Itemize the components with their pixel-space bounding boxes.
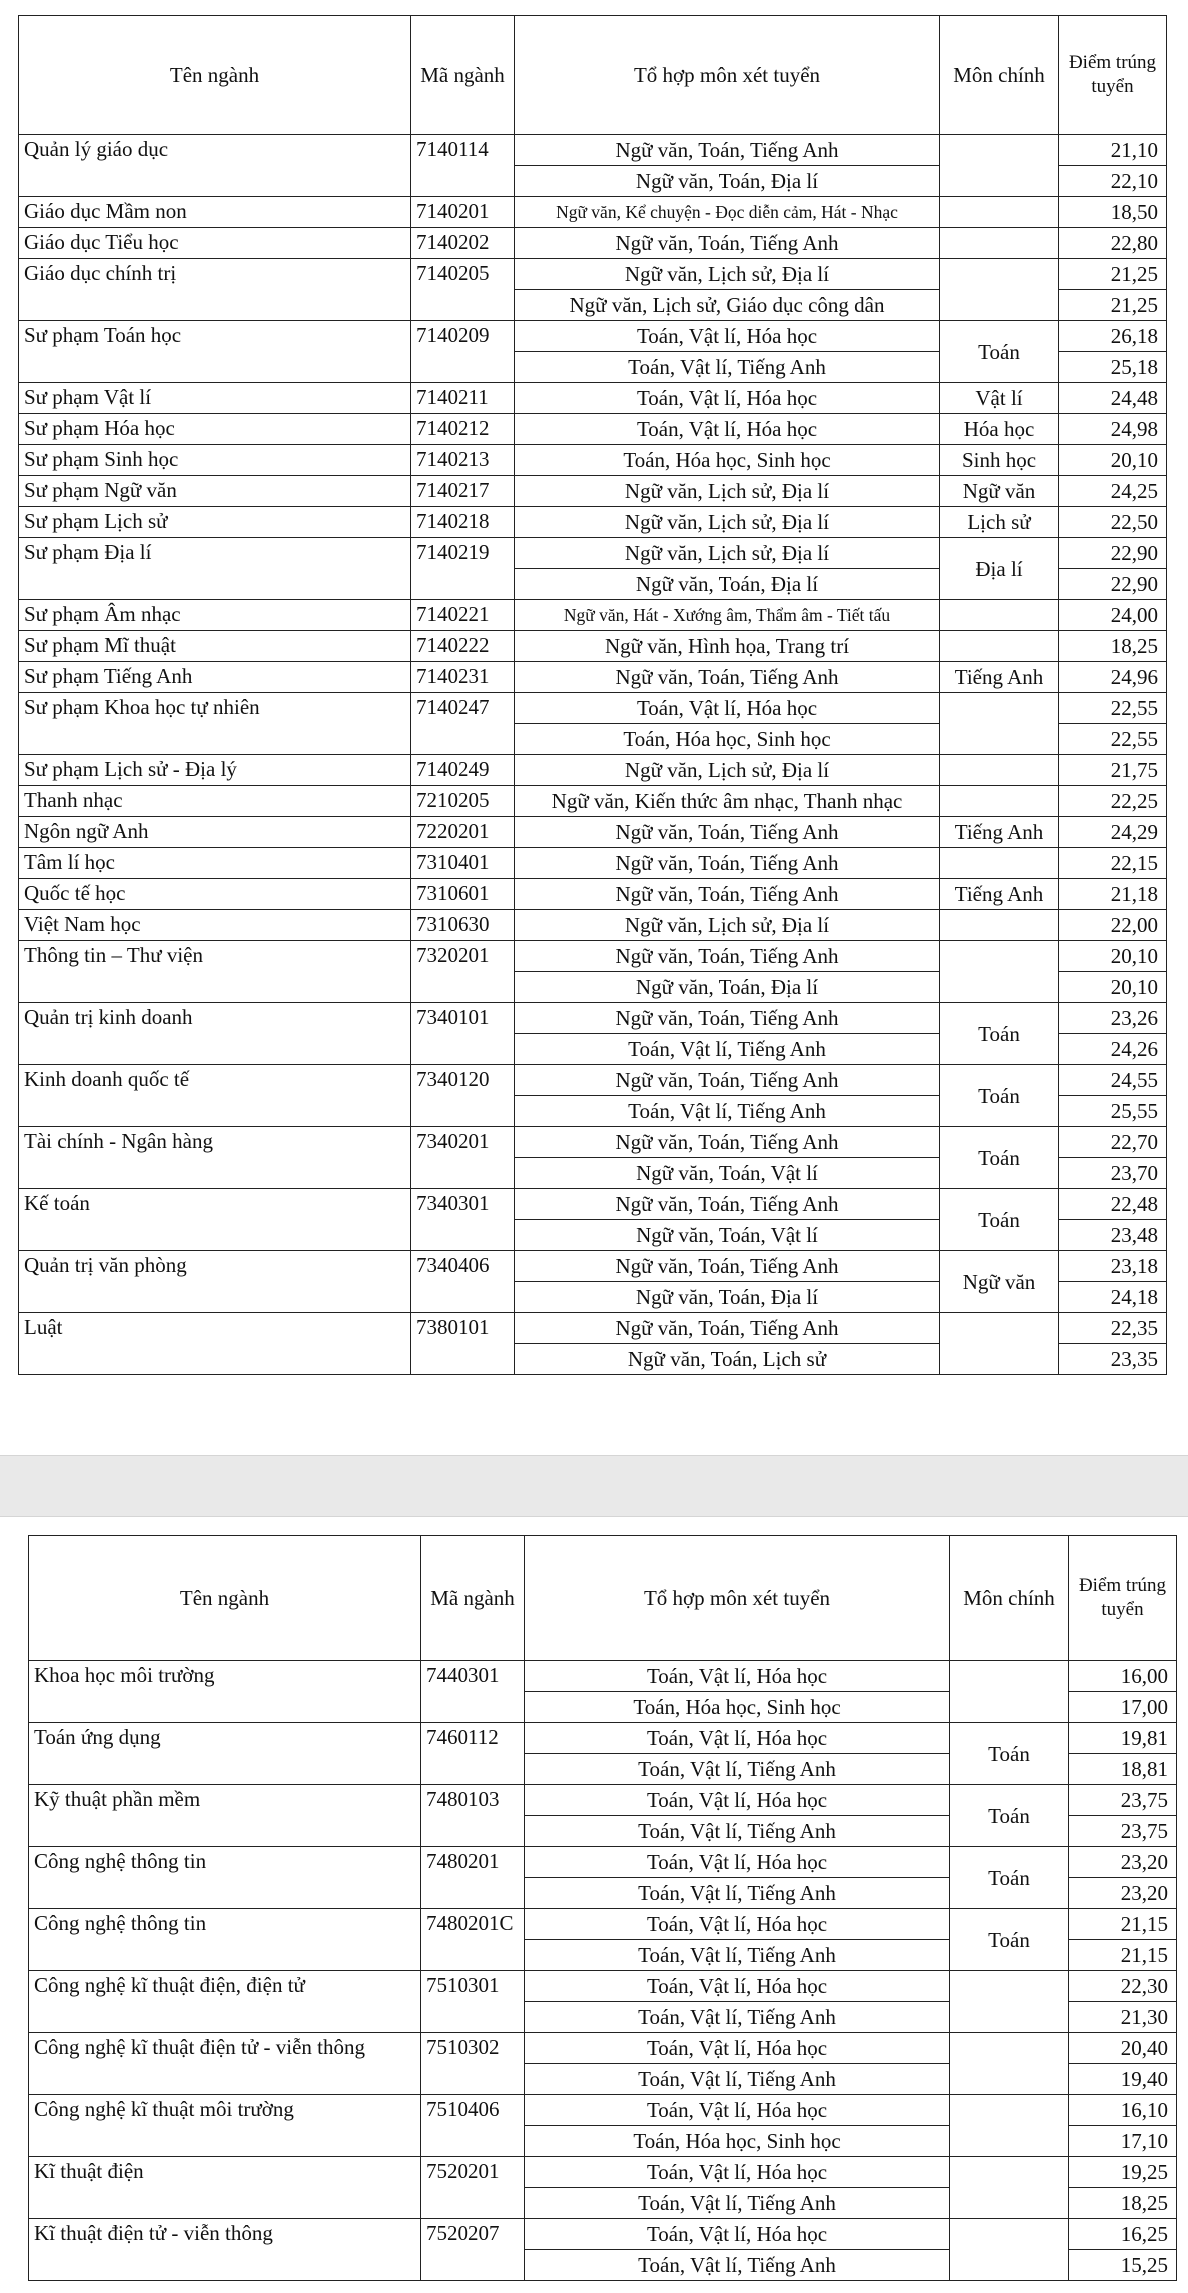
admission-score-cell: 20,10 bbox=[1059, 941, 1167, 972]
major-code-cell: 7140209 bbox=[411, 321, 515, 383]
subject-combination-cell: Toán, Vật lí, Tiếng Anh bbox=[525, 1878, 950, 1909]
major-name-cell: Kinh doanh quốc tế bbox=[19, 1065, 411, 1127]
subject-combination-cell: Toán, Vật lí, Tiếng Anh bbox=[525, 2002, 950, 2033]
subject-combination-cell: Toán, Vật lí, Hóa học bbox=[525, 1909, 950, 1940]
main-subject-cell bbox=[940, 197, 1059, 228]
admission-score-cell: 21,25 bbox=[1059, 290, 1167, 321]
major-code-cell: 7510301 bbox=[421, 1971, 525, 2033]
major-name-cell: Giáo dục Mầm non bbox=[19, 197, 411, 228]
main-subject-cell bbox=[950, 2157, 1069, 2219]
main-subject-cell: Ngữ văn bbox=[940, 1251, 1059, 1313]
admission-score-cell: 23,75 bbox=[1069, 1816, 1177, 1847]
major-name-cell: Công nghệ kĩ thuật điện, điện tử bbox=[29, 1971, 421, 2033]
major-name-cell: Sư phạm Khoa học tự nhiên bbox=[19, 693, 411, 755]
admission-score-cell: 20,40 bbox=[1069, 2033, 1177, 2064]
admission-score-cell: 24,96 bbox=[1059, 662, 1167, 693]
major-name-cell: Việt Nam học bbox=[19, 910, 411, 941]
main-subject-cell: Toán bbox=[950, 1909, 1069, 1971]
admission-score-cell: 22,55 bbox=[1059, 693, 1167, 724]
main-subject-cell bbox=[940, 1313, 1059, 1375]
admission-score-cell: 22,50 bbox=[1059, 507, 1167, 538]
table-row bbox=[29, 2219, 1177, 2250]
subject-combination-cell: Ngữ văn, Lịch sử, Giáo dục công dân bbox=[515, 290, 940, 321]
admission-score-cell: 21,15 bbox=[1069, 1940, 1177, 1971]
subject-combination-cell: Toán, Vật lí, Tiếng Anh bbox=[525, 2064, 950, 2095]
major-code-cell: 7140114 bbox=[411, 135, 515, 197]
table-row bbox=[19, 755, 1167, 786]
main-subject-cell: Toán bbox=[940, 1065, 1059, 1127]
table-row bbox=[19, 321, 1167, 352]
subject-combination-cell: Ngữ văn, Toán, Tiếng Anh bbox=[515, 817, 940, 848]
admission-score-cell: 22,80 bbox=[1059, 228, 1167, 259]
major-name-cell: Công nghệ kĩ thuật môi trường bbox=[29, 2095, 421, 2157]
admission-score-cell: 19,40 bbox=[1069, 2064, 1177, 2095]
admission-score-cell: 22,90 bbox=[1059, 538, 1167, 569]
major-code-cell: 7480103 bbox=[421, 1785, 525, 1847]
major-name-cell: Luật bbox=[19, 1313, 411, 1375]
main-subject-cell: Lịch sử bbox=[940, 507, 1059, 538]
admission-score-cell: 17,00 bbox=[1069, 1692, 1177, 1723]
table-row bbox=[29, 1971, 1177, 2002]
main-subject-cell bbox=[940, 600, 1059, 631]
subject-combination-cell: Ngữ văn, Lịch sử, Địa lí bbox=[515, 538, 940, 569]
admission-score-cell: 22,10 bbox=[1059, 166, 1167, 197]
table-row bbox=[19, 228, 1167, 259]
table-row bbox=[19, 817, 1167, 848]
admission-score-cell: 23,70 bbox=[1059, 1158, 1167, 1189]
subject-combination-cell: Toán, Vật lí, Hóa học bbox=[515, 693, 940, 724]
major-code-cell: 7210205 bbox=[411, 786, 515, 817]
main-subject-cell bbox=[940, 135, 1059, 197]
subject-combination-cell: Ngữ văn, Toán, Tiếng Anh bbox=[515, 135, 940, 166]
major-code-cell: 7510302 bbox=[421, 2033, 525, 2095]
main-subject-cell: Tiếng Anh bbox=[940, 817, 1059, 848]
admission-score-cell: 24,98 bbox=[1059, 414, 1167, 445]
subject-combination-cell: Toán, Vật lí, Hóa học bbox=[525, 2157, 950, 2188]
table-row bbox=[19, 1003, 1167, 1034]
main-subject-cell bbox=[940, 259, 1059, 321]
admission-score-cell: 15,25 bbox=[1069, 2250, 1177, 2281]
admission-score-cell: 16,25 bbox=[1069, 2219, 1177, 2250]
major-code-cell: 7140247 bbox=[411, 693, 515, 755]
main-subject-cell bbox=[950, 1661, 1069, 1723]
table-row bbox=[19, 631, 1167, 662]
main-subject-cell: Toán bbox=[950, 1723, 1069, 1785]
admission-score-cell: 24,48 bbox=[1059, 383, 1167, 414]
admission-score-cell: 19,25 bbox=[1069, 2157, 1177, 2188]
table-row bbox=[19, 941, 1167, 972]
table-row bbox=[19, 197, 1167, 228]
major-name-cell: Sư phạm Toán học bbox=[19, 321, 411, 383]
admission-score-cell: 21,10 bbox=[1059, 135, 1167, 166]
table-row bbox=[29, 1909, 1177, 1940]
header-major-code: Mã ngành bbox=[421, 1536, 525, 1661]
major-code-cell: 7480201 bbox=[421, 1847, 525, 1909]
main-subject-cell: Toán bbox=[940, 1003, 1059, 1065]
major-code-cell: 7140222 bbox=[411, 631, 515, 662]
major-code-cell: 7340101 bbox=[411, 1003, 515, 1065]
admission-score-cell: 23,20 bbox=[1069, 1878, 1177, 1909]
major-name-cell: Sư phạm Hóa học bbox=[19, 414, 411, 445]
subject-combination-cell: Toán, Hóa học, Sinh học bbox=[525, 2126, 950, 2157]
major-name-cell: Khoa học môi trường bbox=[29, 1661, 421, 1723]
subject-combination-cell: Toán, Vật lí, Hóa học bbox=[515, 414, 940, 445]
major-name-cell: Sư phạm Lịch sử - Địa lý bbox=[19, 755, 411, 786]
major-name-cell: Sư phạm Lịch sử bbox=[19, 507, 411, 538]
major-name-cell: Kĩ thuật điện bbox=[29, 2157, 421, 2219]
admission-score-cell: 25,18 bbox=[1059, 352, 1167, 383]
header-major-name: Tên ngành bbox=[29, 1536, 421, 1661]
major-code-cell: 7340201 bbox=[411, 1127, 515, 1189]
table-row bbox=[19, 135, 1167, 166]
subject-combination-cell: Ngữ văn, Toán, Tiếng Anh bbox=[515, 848, 940, 879]
admission-score-cell: 25,55 bbox=[1059, 1096, 1167, 1127]
admission-score-cell: 21,75 bbox=[1059, 755, 1167, 786]
admission-score-cell: 22,48 bbox=[1059, 1189, 1167, 1220]
admission-score-cell: 23,48 bbox=[1059, 1220, 1167, 1251]
major-code-cell: 7520207 bbox=[421, 2219, 525, 2281]
admission-score-cell: 23,26 bbox=[1059, 1003, 1167, 1034]
subject-combination-cell: Ngữ văn, Toán, Tiếng Anh bbox=[515, 1313, 940, 1344]
major-code-cell: 7140221 bbox=[411, 600, 515, 631]
subject-combination-cell: Ngữ văn, Toán, Tiếng Anh bbox=[515, 879, 940, 910]
major-name-cell: Sư phạm Âm nhạc bbox=[19, 600, 411, 631]
table-row bbox=[19, 414, 1167, 445]
header-major-code: Mã ngành bbox=[411, 16, 515, 135]
subject-combination-cell: Ngữ văn, Toán, Tiếng Anh bbox=[515, 1251, 940, 1282]
main-subject-cell bbox=[940, 910, 1059, 941]
major-name-cell: Sư phạm Sinh học bbox=[19, 445, 411, 476]
major-name-cell: Quốc tế học bbox=[19, 879, 411, 910]
table-row bbox=[19, 910, 1167, 941]
subject-combination-cell: Ngữ văn, Kể chuyện - Đọc diễn cảm, Hát - Nhạc bbox=[515, 197, 940, 228]
subject-combination-cell: Toán, Vật lí, Hóa học bbox=[515, 383, 940, 414]
major-name-cell: Sư phạm Tiếng Anh bbox=[19, 662, 411, 693]
table-row bbox=[29, 2157, 1177, 2188]
major-name-cell: Giáo dục Tiểu học bbox=[19, 228, 411, 259]
admission-score-cell: 23,75 bbox=[1069, 1785, 1177, 1816]
table-row bbox=[19, 476, 1167, 507]
major-code-cell: 7310630 bbox=[411, 910, 515, 941]
major-name-cell: Quản trị kinh doanh bbox=[19, 1003, 411, 1065]
admission-score-cell: 18,25 bbox=[1059, 631, 1167, 662]
main-subject-cell: Toán bbox=[940, 1127, 1059, 1189]
subject-combination-cell: Toán, Vật lí, Tiếng Anh bbox=[525, 1816, 950, 1847]
main-subject-cell bbox=[940, 755, 1059, 786]
major-name-cell: Kỹ thuật phần mềm bbox=[29, 1785, 421, 1847]
major-name-cell: Toán ứng dụng bbox=[29, 1723, 421, 1785]
admission-score-cell: 23,20 bbox=[1069, 1847, 1177, 1878]
major-code-cell: 7310601 bbox=[411, 879, 515, 910]
table-row bbox=[19, 1313, 1167, 1344]
subject-combination-cell: Toán, Vật lí, Tiếng Anh bbox=[515, 1096, 940, 1127]
page-separator bbox=[0, 1455, 1188, 1517]
major-code-cell: 7140213 bbox=[411, 445, 515, 476]
subject-combination-cell: Ngữ văn, Toán, Vật lí bbox=[515, 1158, 940, 1189]
major-name-cell: Công nghệ thông tin bbox=[29, 1909, 421, 1971]
subject-combination-cell: Ngữ văn, Toán, Địa lí bbox=[515, 166, 940, 197]
subject-combination-cell: Toán, Vật lí, Tiếng Anh bbox=[525, 1940, 950, 1971]
table-row bbox=[29, 1723, 1177, 1754]
main-subject-cell bbox=[940, 631, 1059, 662]
major-code-cell: 7140202 bbox=[411, 228, 515, 259]
admission-score-cell: 18,81 bbox=[1069, 1754, 1177, 1785]
admission-score-cell: 16,00 bbox=[1069, 1661, 1177, 1692]
subject-combination-cell: Ngữ văn, Toán, Địa lí bbox=[515, 1282, 940, 1313]
major-name-cell: Sư phạm Địa lí bbox=[19, 538, 411, 600]
major-code-cell: 7340301 bbox=[411, 1189, 515, 1251]
subject-combination-cell: Ngữ văn, Hát - Xướng âm, Thẩm âm - Tiết tấu bbox=[515, 600, 940, 631]
header-main-subject: Môn chính bbox=[950, 1536, 1069, 1661]
major-code-cell: 7140217 bbox=[411, 476, 515, 507]
major-name-cell: Thanh nhạc bbox=[19, 786, 411, 817]
subject-combination-cell: Ngữ văn, Hình họa, Trang trí bbox=[515, 631, 940, 662]
header-main-subject: Môn chính bbox=[940, 16, 1059, 135]
major-code-cell: 7380101 bbox=[411, 1313, 515, 1375]
header-major-name: Tên ngành bbox=[19, 16, 411, 135]
subject-combination-cell: Toán, Vật lí, Hóa học bbox=[525, 1661, 950, 1692]
major-code-cell: 7140211 bbox=[411, 383, 515, 414]
admission-score-cell: 18,25 bbox=[1069, 2188, 1177, 2219]
admission-score-cell: 24,25 bbox=[1059, 476, 1167, 507]
subject-combination-cell: Toán, Vật lí, Tiếng Anh bbox=[525, 2250, 950, 2281]
table-row bbox=[19, 507, 1167, 538]
admission-score-cell: 26,18 bbox=[1059, 321, 1167, 352]
admission-score-cell: 20,10 bbox=[1059, 972, 1167, 1003]
subject-combination-cell: Ngữ văn, Toán, Tiếng Anh bbox=[515, 1127, 940, 1158]
main-subject-cell bbox=[940, 228, 1059, 259]
major-code-cell: 7220201 bbox=[411, 817, 515, 848]
main-subject-cell: Địa lí bbox=[940, 538, 1059, 600]
subject-combination-cell: Ngữ văn, Lịch sử, Địa lí bbox=[515, 755, 940, 786]
major-code-cell: 7440301 bbox=[421, 1661, 525, 1723]
major-name-cell: Tâm lí học bbox=[19, 848, 411, 879]
major-name-cell: Kế toán bbox=[19, 1189, 411, 1251]
major-name-cell: Công nghệ kĩ thuật điện tử - viễn thông bbox=[29, 2033, 421, 2095]
major-code-cell: 7140218 bbox=[411, 507, 515, 538]
main-subject-cell: Vật lí bbox=[940, 383, 1059, 414]
major-code-cell: 7480201C bbox=[421, 1909, 525, 1971]
subject-combination-cell: Ngữ văn, Lịch sử, Địa lí bbox=[515, 476, 940, 507]
major-code-cell: 7140201 bbox=[411, 197, 515, 228]
major-name-cell: Công nghệ thông tin bbox=[29, 1847, 421, 1909]
main-subject-cell bbox=[940, 848, 1059, 879]
admission-score-cell: 21,30 bbox=[1069, 2002, 1177, 2033]
subject-combination-cell: Ngữ văn, Toán, Vật lí bbox=[515, 1220, 940, 1251]
main-subject-cell: Toán bbox=[940, 321, 1059, 383]
table-row bbox=[19, 538, 1167, 569]
table-row bbox=[19, 848, 1167, 879]
table-row bbox=[19, 600, 1167, 631]
major-code-cell: 7140249 bbox=[411, 755, 515, 786]
subject-combination-cell: Toán, Vật lí, Hóa học bbox=[525, 1723, 950, 1754]
major-name-cell: Tài chính - Ngân hàng bbox=[19, 1127, 411, 1189]
major-name-cell: Sư phạm Mĩ thuật bbox=[19, 631, 411, 662]
subject-combination-cell: Toán, Hóa học, Sinh học bbox=[515, 445, 940, 476]
subject-combination-cell: Ngữ văn, Toán, Tiếng Anh bbox=[515, 1189, 940, 1220]
table-row bbox=[19, 786, 1167, 817]
subject-combination-cell: Toán, Vật lí, Hóa học bbox=[525, 1785, 950, 1816]
subject-combination-cell: Ngữ văn, Toán, Tiếng Anh bbox=[515, 228, 940, 259]
subject-combination-cell: Toán, Hóa học, Sinh học bbox=[515, 724, 940, 755]
major-code-cell: 7340406 bbox=[411, 1251, 515, 1313]
header-admission-score: Điểm trúng tuyển bbox=[1059, 16, 1167, 135]
subject-combination-cell: Toán, Vật lí, Hóa học bbox=[515, 321, 940, 352]
table-row bbox=[19, 383, 1167, 414]
major-name-cell: Sư phạm Ngữ văn bbox=[19, 476, 411, 507]
admission-score-cell: 16,10 bbox=[1069, 2095, 1177, 2126]
table-row bbox=[19, 1127, 1167, 1158]
subject-combination-cell: Ngữ văn, Toán, Tiếng Anh bbox=[515, 1003, 940, 1034]
major-name-cell: Giáo dục chính trị bbox=[19, 259, 411, 321]
table-row bbox=[29, 2095, 1177, 2126]
admission-score-cell: 17,10 bbox=[1069, 2126, 1177, 2157]
main-subject-cell bbox=[950, 1971, 1069, 2033]
admission-score-cell: 24,18 bbox=[1059, 1282, 1167, 1313]
main-subject-cell bbox=[950, 2033, 1069, 2095]
major-code-cell: 7320201 bbox=[411, 941, 515, 1003]
subject-combination-cell: Toán, Vật lí, Hóa học bbox=[525, 2095, 950, 2126]
subject-combination-cell: Toán, Vật lí, Hóa học bbox=[525, 1971, 950, 2002]
major-code-cell: 7140205 bbox=[411, 259, 515, 321]
major-name-cell: Sư phạm Vật lí bbox=[19, 383, 411, 414]
main-subject-cell: Toán bbox=[950, 1785, 1069, 1847]
admission-score-cell: 19,81 bbox=[1069, 1723, 1177, 1754]
admission-score-cell: 24,29 bbox=[1059, 817, 1167, 848]
header-admission-score: Điểm trúng tuyển bbox=[1069, 1536, 1177, 1661]
subject-combination-cell: Ngữ văn, Toán, Tiếng Anh bbox=[515, 662, 940, 693]
table-row bbox=[19, 1065, 1167, 1096]
admission-scores-table-2 bbox=[28, 1535, 1177, 2281]
table-row bbox=[19, 1189, 1167, 1220]
header-subject-combination: Tổ hợp môn xét tuyển bbox=[525, 1536, 950, 1661]
table-row bbox=[19, 445, 1167, 476]
main-subject-cell: Tiếng Anh bbox=[940, 879, 1059, 910]
admission-score-cell: 22,35 bbox=[1059, 1313, 1167, 1344]
main-subject-cell bbox=[940, 941, 1059, 1003]
subject-combination-cell: Ngữ văn, Toán, Lịch sử bbox=[515, 1344, 940, 1375]
table-row bbox=[29, 1661, 1177, 1692]
admission-score-cell: 24,26 bbox=[1059, 1034, 1167, 1065]
admission-score-cell: 23,18 bbox=[1059, 1251, 1167, 1282]
major-name-cell: Ngôn ngữ Anh bbox=[19, 817, 411, 848]
admission-score-cell: 21,18 bbox=[1059, 879, 1167, 910]
subject-combination-cell: Toán, Vật lí, Hóa học bbox=[525, 2219, 950, 2250]
table-row bbox=[19, 1251, 1167, 1282]
admission-scores-table-1 bbox=[18, 15, 1167, 1375]
admission-score-cell: 22,90 bbox=[1059, 569, 1167, 600]
subject-combination-cell: Toán, Vật lí, Tiếng Anh bbox=[525, 2188, 950, 2219]
admission-score-cell: 20,10 bbox=[1059, 445, 1167, 476]
subject-combination-cell: Ngữ văn, Toán, Tiếng Anh bbox=[515, 941, 940, 972]
major-code-cell: 7310401 bbox=[411, 848, 515, 879]
major-name-cell: Quản trị văn phòng bbox=[19, 1251, 411, 1313]
subject-combination-cell: Ngữ văn, Toán, Tiếng Anh bbox=[515, 1065, 940, 1096]
admission-score-cell: 22,15 bbox=[1059, 848, 1167, 879]
subject-combination-cell: Toán, Vật lí, Hóa học bbox=[525, 1847, 950, 1878]
main-subject-cell: Toán bbox=[940, 1189, 1059, 1251]
subject-combination-cell: Toán, Vật lí, Hóa học bbox=[525, 2033, 950, 2064]
table-row bbox=[19, 259, 1167, 290]
major-code-cell: 7340120 bbox=[411, 1065, 515, 1127]
admission-score-cell: 23,35 bbox=[1059, 1344, 1167, 1375]
table-row bbox=[29, 2033, 1177, 2064]
major-name-cell: Quản lý giáo dục bbox=[19, 135, 411, 197]
main-subject-cell: Hóa học bbox=[940, 414, 1059, 445]
admission-score-cell: 21,25 bbox=[1059, 259, 1167, 290]
subject-combination-cell: Ngữ văn, Lịch sử, Địa lí bbox=[515, 259, 940, 290]
admission-score-cell: 22,00 bbox=[1059, 910, 1167, 941]
subject-combination-cell: Toán, Vật lí, Tiếng Anh bbox=[515, 1034, 940, 1065]
admission-score-cell: 24,00 bbox=[1059, 600, 1167, 631]
subject-combination-cell: Ngữ văn, Toán, Địa lí bbox=[515, 569, 940, 600]
admission-score-cell: 22,70 bbox=[1059, 1127, 1167, 1158]
table-row bbox=[29, 1785, 1177, 1816]
major-code-cell: 7140219 bbox=[411, 538, 515, 600]
main-subject-cell bbox=[950, 2219, 1069, 2281]
major-code-cell: 7520201 bbox=[421, 2157, 525, 2219]
table-row bbox=[19, 879, 1167, 910]
main-subject-cell: Sinh học bbox=[940, 445, 1059, 476]
admission-score-cell: 21,15 bbox=[1069, 1909, 1177, 1940]
major-code-cell: 7510406 bbox=[421, 2095, 525, 2157]
main-subject-cell: Toán bbox=[950, 1847, 1069, 1909]
admission-score-cell: 22,25 bbox=[1059, 786, 1167, 817]
table-row bbox=[29, 1847, 1177, 1878]
table-header-row bbox=[29, 1536, 1177, 1661]
subject-combination-cell: Toán, Vật lí, Tiếng Anh bbox=[515, 352, 940, 383]
subject-combination-cell: Toán, Vật lí, Tiếng Anh bbox=[525, 1754, 950, 1785]
admission-score-cell: 22,30 bbox=[1069, 1971, 1177, 2002]
main-subject-cell: Ngữ văn bbox=[940, 476, 1059, 507]
subject-combination-cell: Ngữ văn, Lịch sử, Địa lí bbox=[515, 910, 940, 941]
major-code-cell: 7140212 bbox=[411, 414, 515, 445]
table-row bbox=[19, 662, 1167, 693]
header-subject-combination: Tổ hợp môn xét tuyển bbox=[515, 16, 940, 135]
major-name-cell: Thông tin – Thư viện bbox=[19, 941, 411, 1003]
table-row bbox=[19, 693, 1167, 724]
subject-combination-cell: Ngữ văn, Lịch sử, Địa lí bbox=[515, 507, 940, 538]
major-code-cell: 7460112 bbox=[421, 1723, 525, 1785]
admission-score-cell: 22,55 bbox=[1059, 724, 1167, 755]
admission-score-cell: 24,55 bbox=[1059, 1065, 1167, 1096]
major-code-cell: 7140231 bbox=[411, 662, 515, 693]
main-subject-cell: Tiếng Anh bbox=[940, 662, 1059, 693]
table-header-row bbox=[19, 16, 1167, 135]
subject-combination-cell: Ngữ văn, Toán, Địa lí bbox=[515, 972, 940, 1003]
admission-score-cell: 18,50 bbox=[1059, 197, 1167, 228]
subject-combination-cell: Ngữ văn, Kiến thức âm nhạc, Thanh nhạc bbox=[515, 786, 940, 817]
major-name-cell: Kĩ thuật điện tử - viễn thông bbox=[29, 2219, 421, 2281]
main-subject-cell bbox=[940, 693, 1059, 755]
main-subject-cell bbox=[950, 2095, 1069, 2157]
subject-combination-cell: Toán, Hóa học, Sinh học bbox=[525, 1692, 950, 1723]
main-subject-cell bbox=[940, 786, 1059, 817]
